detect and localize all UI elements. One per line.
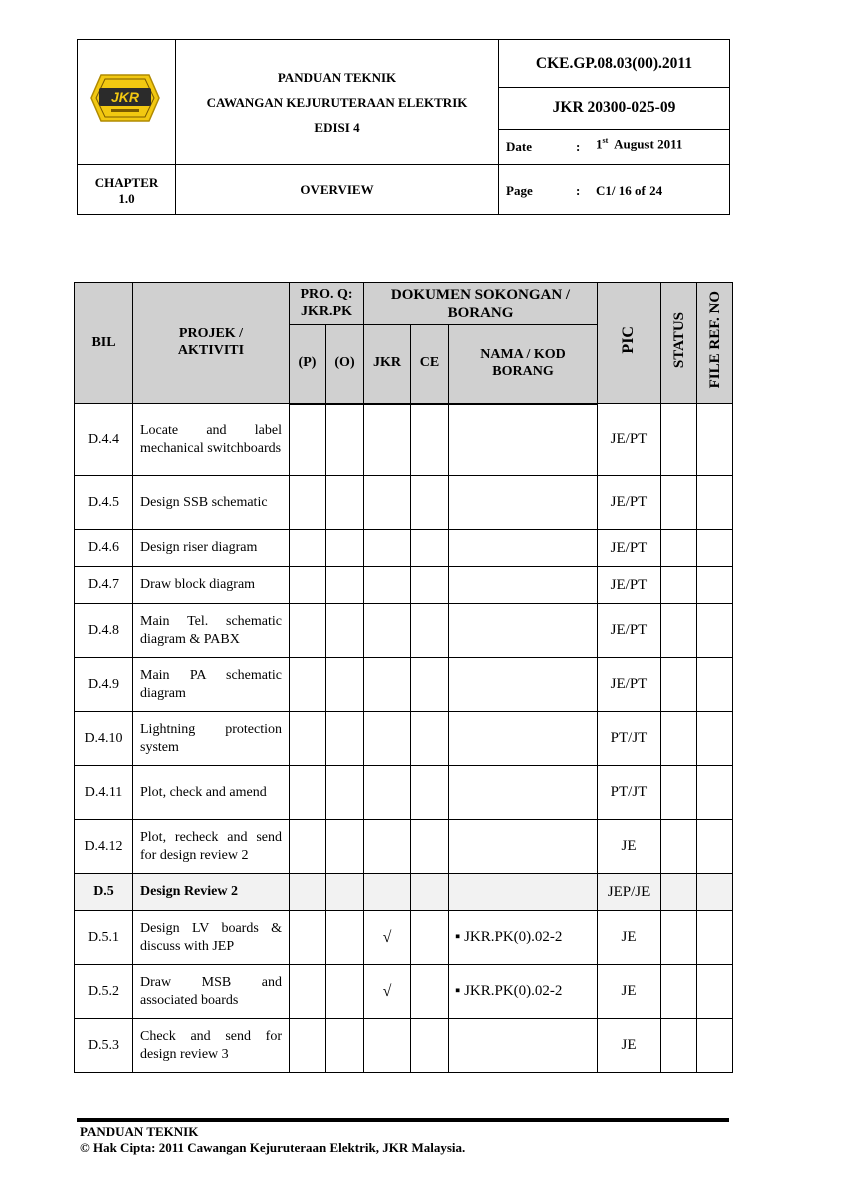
row-ce (411, 604, 449, 658)
header-pro-q: PRO. Q: JKR.PK (290, 283, 364, 325)
row-bil: D.5 (75, 874, 133, 911)
row-file-ref (697, 567, 733, 604)
row-pic: JE/PT (598, 530, 661, 567)
row-p (290, 965, 326, 1019)
table-row (75, 766, 733, 820)
row-file-ref (697, 604, 733, 658)
header-projek: PROJEK / AKTIVITI (133, 283, 290, 404)
row-file-ref (697, 911, 733, 965)
row-status (661, 712, 697, 766)
row-activity: Plot, check and amend (133, 766, 290, 820)
row-file-ref (697, 530, 733, 567)
row-nama-borang (449, 530, 598, 567)
row-p (290, 567, 326, 604)
row-file-ref (697, 476, 733, 530)
row-activity: Check and send for design review 3 (133, 1019, 290, 1073)
row-nama-borang: ▪ JKR.PK(0).02-2 (449, 911, 598, 965)
logo-text: JKR (110, 89, 140, 105)
row-o (326, 404, 364, 476)
row-nama-borang (449, 567, 598, 604)
header-title-line2: CAWANGAN KEJURUTERAAN ELEKTRIK (206, 95, 468, 110)
header-title-line3: EDISI 4 (314, 120, 360, 135)
row-jkr-check (364, 712, 411, 766)
row-p (290, 476, 326, 530)
table-row (75, 604, 733, 658)
row-ce (411, 1019, 449, 1073)
row-status (661, 658, 697, 712)
row-bil: D.4.7 (75, 567, 133, 604)
row-o (326, 874, 364, 911)
row-bil: D.4.11 (75, 766, 133, 820)
row-nama-borang (449, 476, 598, 530)
table-row (75, 404, 733, 476)
header-status: STATUS (661, 283, 697, 404)
row-jkr-check (364, 766, 411, 820)
row-p (290, 820, 326, 874)
row-p (290, 911, 326, 965)
row-o (326, 965, 364, 1019)
row-bil: D.5.1 (75, 911, 133, 965)
header-pic: PIC (598, 283, 661, 404)
row-bil: D.4.5 (75, 476, 133, 530)
row-nama-borang (449, 604, 598, 658)
row-ce (411, 911, 449, 965)
row-pic: JE/PT (598, 404, 661, 476)
row-o (326, 567, 364, 604)
row-activity: Locate and label mechanical switchboards (133, 404, 290, 476)
row-p (290, 1019, 326, 1073)
row-activity: Design Review 2 (133, 874, 290, 911)
row-jkr-check: √ (364, 911, 411, 965)
row-jkr-check (364, 604, 411, 658)
row-o (326, 476, 364, 530)
row-o (326, 766, 364, 820)
row-status (661, 404, 697, 476)
header-bil: BIL (75, 283, 133, 404)
page-separator: : (576, 183, 581, 198)
row-pic: JE (598, 820, 661, 874)
row-bil: D.5.3 (75, 1019, 133, 1073)
row-bil: D.5.2 (75, 965, 133, 1019)
row-activity: Draw block diagram (133, 567, 290, 604)
table-row (75, 567, 733, 604)
row-jkr-check (364, 530, 411, 567)
row-ce (411, 965, 449, 1019)
row-file-ref (697, 404, 733, 476)
row-ce (411, 874, 449, 911)
row-pic: PT/JT (598, 766, 661, 820)
row-ce (411, 766, 449, 820)
row-pic: PT/JT (598, 712, 661, 766)
row-activity: Main PA schematic diagram (133, 658, 290, 712)
row-jkr-check (364, 820, 411, 874)
table-row (75, 476, 733, 530)
row-ce (411, 404, 449, 476)
row-p (290, 404, 326, 476)
row-o (326, 530, 364, 567)
row-file-ref (697, 820, 733, 874)
row-ce (411, 567, 449, 604)
footer-rule (77, 1118, 729, 1122)
section-row (75, 874, 733, 911)
date-label: Date (506, 139, 532, 154)
row-file-ref (697, 1019, 733, 1073)
row-ce (411, 712, 449, 766)
header-title-line1: PANDUAN TEKNIK (277, 70, 397, 85)
row-bil: D.4.6 (75, 530, 133, 567)
row-nama-borang (449, 658, 598, 712)
row-activity: Design SSB schematic (133, 476, 290, 530)
row-bil: D.4.9 (75, 658, 133, 712)
row-p (290, 874, 326, 911)
row-status (661, 911, 697, 965)
row-status (661, 530, 697, 567)
row-p (290, 712, 326, 766)
row-activity: Plot, recheck and send for design review 2 (133, 820, 290, 874)
row-pic: JE/PT (598, 476, 661, 530)
header-file-ref: FILE REF. NO (697, 283, 733, 404)
row-pic: JE/PT (598, 658, 661, 712)
chapter-label: CHAPTER 1.0 (94, 175, 159, 206)
row-ce (411, 476, 449, 530)
row-activity: Design LV boards & discuss with JEP (133, 911, 290, 965)
row-pic: JE (598, 1019, 661, 1073)
row-jkr-check: √ (364, 965, 411, 1019)
date-separator: : (576, 139, 581, 154)
row-status (661, 1019, 697, 1073)
table-row (75, 965, 733, 1019)
row-jkr-check (364, 874, 411, 911)
row-activity: Main Tel. schematic diagram & PABX (133, 604, 290, 658)
table-row (75, 820, 733, 874)
row-bil: D.4.4 (75, 404, 133, 476)
row-o (326, 911, 364, 965)
row-o (326, 658, 364, 712)
row-status (661, 766, 697, 820)
row-nama-borang: ▪ JKR.PK(0).02-2 (449, 965, 598, 1019)
row-o (326, 604, 364, 658)
row-file-ref (697, 712, 733, 766)
row-jkr-check (364, 567, 411, 604)
header-o: (O) (326, 325, 364, 404)
table-row (75, 911, 733, 965)
header-ce: CE (411, 325, 449, 404)
row-ce (411, 820, 449, 874)
row-activity: Draw MSB and associated boards (133, 965, 290, 1019)
row-file-ref (697, 658, 733, 712)
row-p (290, 766, 326, 820)
page-value: C1/ 16 of 24 (596, 183, 663, 198)
row-nama-borang (449, 874, 598, 911)
row-nama-borang (449, 712, 598, 766)
row-jkr-check (364, 404, 411, 476)
row-o (326, 820, 364, 874)
row-status (661, 476, 697, 530)
table-row (75, 712, 733, 766)
row-o (326, 1019, 364, 1073)
row-ce (411, 530, 449, 567)
row-jkr-check (364, 658, 411, 712)
jkr-logo (89, 73, 161, 123)
row-nama-borang (449, 766, 598, 820)
row-bil: D.4.12 (75, 820, 133, 874)
row-pic: JE/PT (598, 604, 661, 658)
table-row (75, 658, 733, 712)
row-p (290, 604, 326, 658)
section-title: OVERVIEW (300, 182, 374, 197)
footer-copyright: © Hak Cipta: 2011 Cawangan Kejuruteraan Elektrik, JKR Malaysia. (80, 1140, 466, 1155)
table-row (75, 530, 733, 567)
row-bil: D.4.10 (75, 712, 133, 766)
header-jkr: JKR (364, 325, 411, 404)
doc-code: CKE.GP.08.03(00).2011 (535, 55, 693, 72)
row-file-ref (697, 766, 733, 820)
header-divider (78, 164, 729, 165)
activity-table (74, 282, 733, 1073)
header-divider (498, 87, 729, 88)
row-status (661, 965, 697, 1019)
date-value: 1st August 2011 (596, 136, 683, 152)
row-activity: Lightning protection system (133, 712, 290, 766)
row-o (326, 712, 364, 766)
table-row (75, 1019, 733, 1073)
row-p (290, 658, 326, 712)
jkr-code: JKR 20300-025-09 (552, 99, 676, 116)
row-file-ref (697, 874, 733, 911)
header-dokumen: DOKUMEN SOKONGAN / BORANG (364, 283, 598, 325)
header-nama: NAMA / KOD BORANG (449, 325, 598, 404)
row-bil: D.4.8 (75, 604, 133, 658)
row-pic: JE (598, 965, 661, 1019)
row-status (661, 567, 697, 604)
row-pic: JE (598, 911, 661, 965)
row-nama-borang (449, 404, 598, 476)
row-status (661, 874, 697, 911)
row-pic: JE/PT (598, 567, 661, 604)
document-header (77, 39, 730, 215)
footer-title: PANDUAN TEKNIK (80, 1124, 199, 1139)
page-label: Page (506, 183, 533, 198)
row-nama-borang (449, 1019, 598, 1073)
header-p: (P) (290, 325, 326, 404)
row-jkr-check (364, 476, 411, 530)
row-ce (411, 658, 449, 712)
row-pic: JEP/JE (598, 874, 661, 911)
row-activity: Design riser diagram (133, 530, 290, 567)
row-jkr-check (364, 1019, 411, 1073)
row-nama-borang (449, 820, 598, 874)
row-file-ref (697, 965, 733, 1019)
header-divider (498, 129, 729, 130)
row-p (290, 530, 326, 567)
row-status (661, 820, 697, 874)
row-status (661, 604, 697, 658)
